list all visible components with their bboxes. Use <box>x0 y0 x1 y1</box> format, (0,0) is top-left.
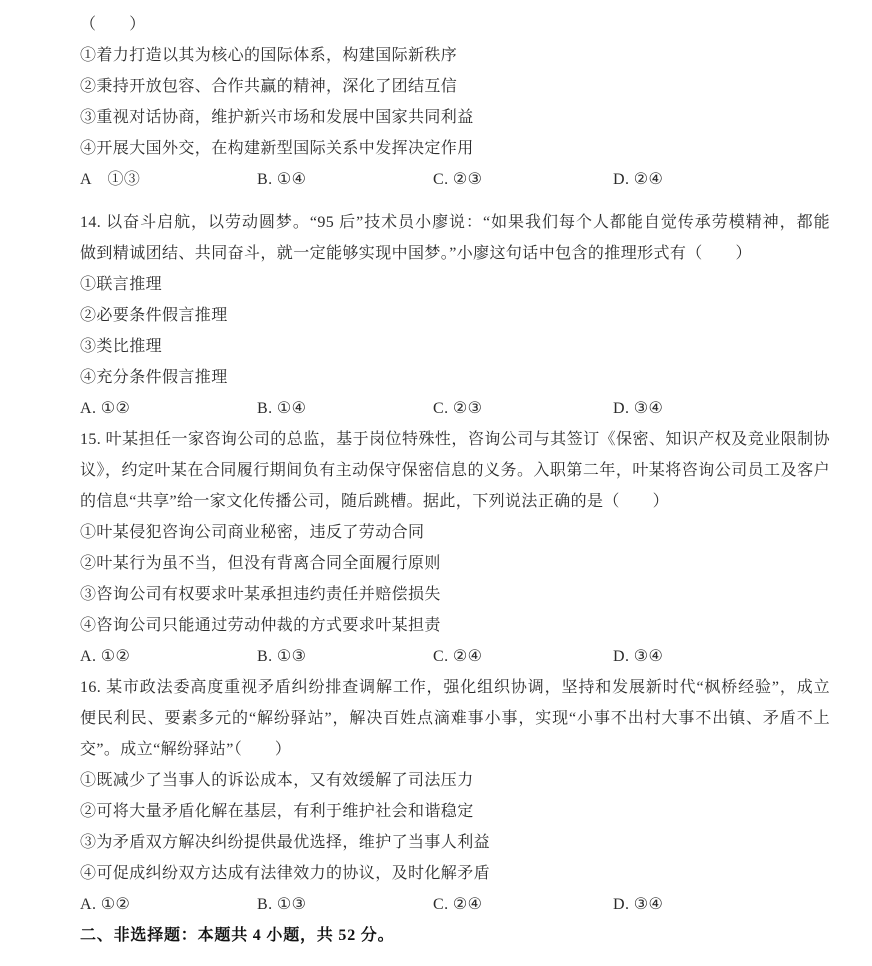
options-row-q13 <box>80 164 830 195</box>
statement-item-3: ③重视对话协商，维护新兴市场和发展中国家共同利益 <box>80 109 474 126</box>
statement-item-2: ②可将大量矛盾化解在基层，有利于维护社会和谐稳定 <box>80 803 474 820</box>
question-stem-line: 议》，约定叶某在合同履行期间负有主动保守保密信息的义务。入职第二年，叶某将咨询公司员工及客户 <box>80 462 830 479</box>
question-stem-line: 的信息“共享”给一家文化传播公司，随后跳槽。据此，下列说法正确的是（ ） <box>80 493 670 510</box>
question-16 <box>80 672 830 920</box>
question-15 <box>80 424 830 672</box>
option-c: C. ②③ <box>433 400 483 417</box>
option-b: B. ①③ <box>257 896 307 913</box>
question-stem-line: 做到精诚团结、共同奋斗，就一定能够实现中国梦。”小廖这句话中包含的推理形式有（ ） <box>80 245 752 262</box>
statement-item-4: ④可促成纠纷双方达成有法律效力的协议，及时化解矛盾 <box>80 865 491 882</box>
statement-item-1: ①着力打造以其为核心的国际体系，构建国际新秩序 <box>80 47 458 64</box>
option-d: D. ③④ <box>613 400 664 417</box>
statement-item-2: ②必要条件假言推理 <box>80 307 228 324</box>
option-a: A. ①② <box>80 400 131 417</box>
question-stem-line: 便民利民、要素多元的“解纷驿站”，解决百姓点滴难事小事，实现“小事不出村大事不出镇、矛盾不上 <box>80 710 830 727</box>
options-row-q16 <box>80 889 830 920</box>
statement-item-1: ①叶某侵犯咨询公司商业秘密，违反了劳动合同 <box>80 524 425 541</box>
statement-item-4: ④咨询公司只能通过劳动仲裁的方式要求叶某担责 <box>80 617 441 634</box>
option-a: A ①③ <box>80 171 141 188</box>
question-stem-line: 14. 以奋斗启航，以劳动圆梦。“95 后”技术员小廖说：“如果我们每个人都能自觉传承劳模精神，都能 <box>80 214 830 231</box>
option-c: C. ②④ <box>433 648 483 665</box>
section-2-header: 二、非选择题：本题共 4 小题，共 52 分。 <box>80 927 395 944</box>
statement-item-4: ④充分条件假言推理 <box>80 369 228 386</box>
answer-bracket: （ ） <box>80 16 146 33</box>
statement-item-1: ①联言推理 <box>80 276 163 293</box>
statement-item-3: ③咨询公司有权要求叶某承担违约责任并赔偿损失 <box>80 586 441 603</box>
statement-item-1: ①既减少了当事人的诉讼成本，又有效缓解了司法压力 <box>80 772 474 789</box>
statement-item-3: ③类比推理 <box>80 338 163 355</box>
statement-item-4: ④开展大国外交，在构建新型国际关系中发挥决定作用 <box>80 140 474 157</box>
option-b: B. ①④ <box>257 171 307 188</box>
question-stem-line: 16. 某市政法委高度重视矛盾纠纷排查调解工作，强化组织协调，坚持和发展新时代“枫桥经验”，成立 <box>80 679 830 696</box>
option-c: C. ②③ <box>433 171 483 188</box>
statement-item-3: ③为矛盾双方解决纠纷提供最优选择，维护了当事人利益 <box>80 834 491 851</box>
option-b: B. ①④ <box>257 400 307 417</box>
statement-item-2: ②叶某行为虽不当，但没有背离合同全面履行原则 <box>80 555 441 572</box>
question-13-tail <box>80 9 830 195</box>
option-a: A. ①② <box>80 896 131 913</box>
question-14 <box>80 207 830 424</box>
option-d: D. ③④ <box>613 896 664 913</box>
options-row-q14 <box>80 393 830 424</box>
option-a: A. ①② <box>80 648 131 665</box>
question-stem-line: 15. 叶某担任一家咨询公司的总监，基于岗位特殊性，咨询公司与其签订《保密、知识产权及竞业限制协 <box>80 431 830 448</box>
option-d: D. ③④ <box>613 648 664 665</box>
question-stem-line: 交”。成立“解纷驿站”（ ） <box>80 741 292 758</box>
option-d: D. ②④ <box>613 171 664 188</box>
options-row-q15 <box>80 641 830 672</box>
option-c: C. ②④ <box>433 896 483 913</box>
option-b: B. ①③ <box>257 648 307 665</box>
statement-item-2: ②秉持开放包容、合作共赢的精神，深化了团结互信 <box>80 78 458 95</box>
